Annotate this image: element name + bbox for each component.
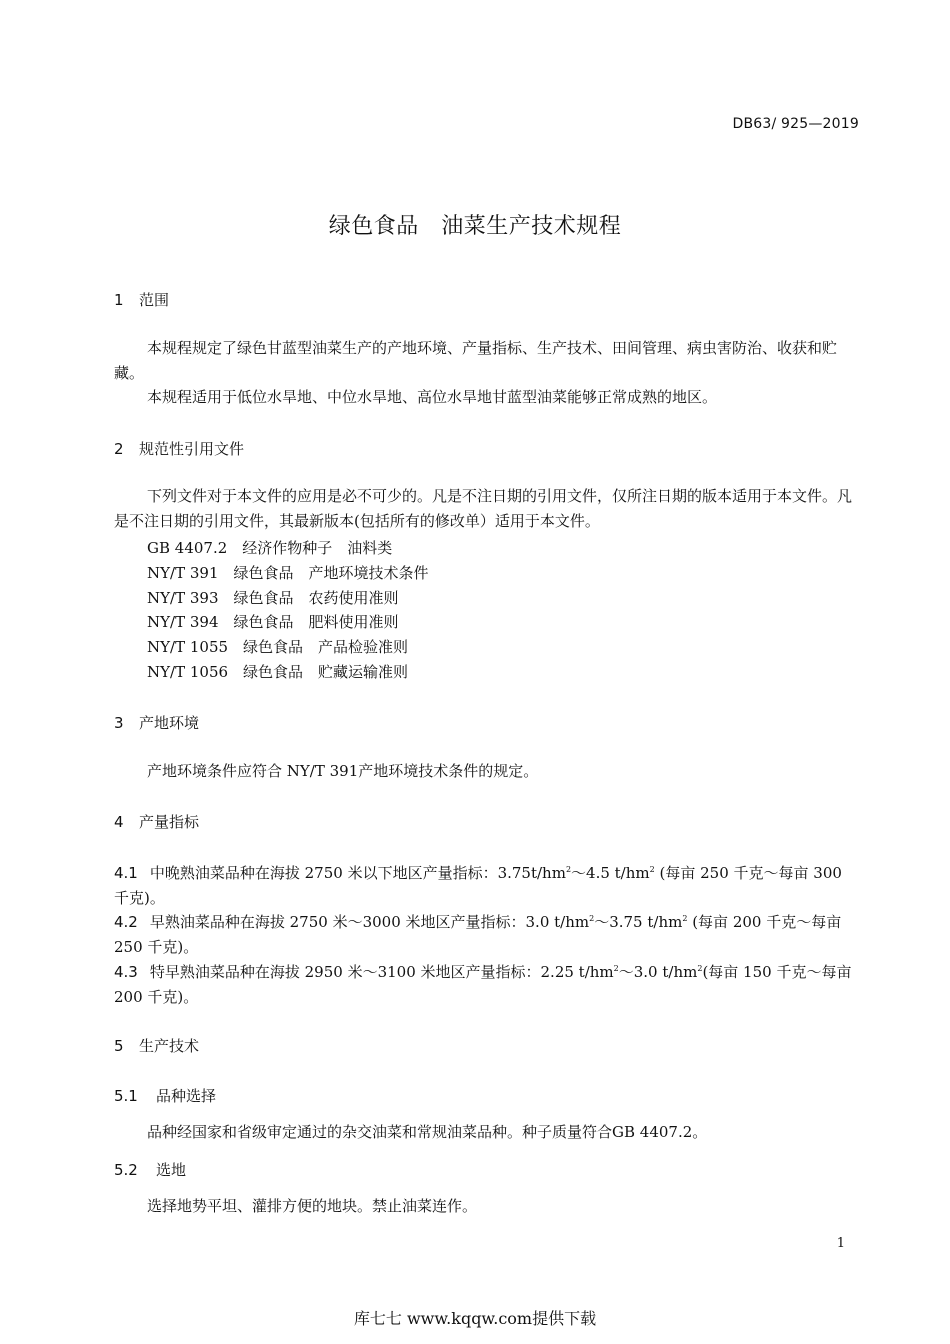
clause-text: 中晚熟油菜品种在海拔 2750 米以下地区产量指标：3.75t/hm xyxy=(149,864,566,882)
reference-item: NY/T 393 绿色食品 农药使用准则 xyxy=(147,589,399,607)
clause-text: ～3.75 t/hm xyxy=(594,913,683,931)
section-number: 4 xyxy=(114,813,124,831)
clause-number: 4.3 xyxy=(114,963,138,981)
subsection-number: 5.1 xyxy=(114,1087,138,1105)
clause-4-2 xyxy=(114,907,860,959)
superscript: 2 xyxy=(565,865,572,874)
footer-watermark: 库七七 www.kqqw.com提供下载 xyxy=(353,1309,597,1328)
subsection-number: 5.2 xyxy=(114,1161,138,1179)
superscript: 2 xyxy=(613,964,619,973)
section-number: 5 xyxy=(114,1037,124,1055)
paragraph-variety-selection: 品种经国家和省级审定通过的杂交油菜和常规油菜品种。种子质量符合GB 4407.2。 xyxy=(147,1123,708,1141)
reference-item: GB 4407.2 经济作物种子 油料类 xyxy=(147,539,393,557)
subsection-heading-5-2 xyxy=(114,1159,186,1180)
paragraph-environment: 产地环境条件应符合 NY/T 391产地环境技术条件的规定。 xyxy=(147,762,539,780)
superscript: 2 xyxy=(649,865,655,874)
document-title: 绿色食品 油菜生产技术规程 xyxy=(328,214,622,239)
section-title: 产地环境 xyxy=(139,714,200,732)
section-title: 范围 xyxy=(139,291,170,309)
clause-text: 早熟油菜品种在海拔 2750 米～3000 米地区产量指标：3.0 t/hm xyxy=(149,913,590,931)
section-heading-5 xyxy=(114,1035,199,1056)
reference-item: NY/T 394 绿色食品 肥料使用准则 xyxy=(147,613,399,631)
reference-item: NY/T 1055 绿色食品 产品检验准则 xyxy=(147,638,409,656)
subsection-heading-5-1 xyxy=(114,1085,216,1106)
section-heading-3 xyxy=(114,712,199,733)
clause-4-3 xyxy=(114,957,860,1009)
clause-text: ～3.0 t/hm xyxy=(618,963,698,981)
paragraph-scope-1: 本规程规定了绿色甘蓝型油菜生产的产地环境、产量指标、生产技术、田间管理、病虫害防治、收获和贮藏。 xyxy=(114,339,838,382)
standard-number: DB63/ 925—2019 xyxy=(732,116,859,132)
page-number: 1 xyxy=(836,1236,845,1251)
reference-item: NY/T 391 绿色食品 产地环境技术条件 xyxy=(147,564,429,582)
section-number: 2 xyxy=(114,440,124,458)
section-title: 生产技术 xyxy=(139,1037,200,1055)
section-heading-4 xyxy=(114,811,199,832)
clause-text: (每亩 200 千克～每亩 250 千克)。 xyxy=(114,913,842,956)
superscript: 2 xyxy=(682,914,688,923)
section-number: 1 xyxy=(114,291,124,309)
clause-4-1 xyxy=(114,858,860,910)
subsection-title: 品种选择 xyxy=(156,1087,217,1105)
clause-text: (每亩 150 千克～每亩 200 千克)。 xyxy=(114,963,852,1006)
clause-number: 4.1 xyxy=(114,864,138,882)
paragraph-references-intro: 下列文件对于本文件的应用是必不可少的。凡是不注日期的引用文件，仅所注日期的版本适用于本文件。凡是不注日期的引用文件，其最新版本(包括所有的修改单）适用于本文件。 xyxy=(114,487,853,530)
section-title: 规范性引用文件 xyxy=(139,440,245,458)
section-title: 产量指标 xyxy=(139,813,200,831)
section-number: 3 xyxy=(114,714,124,732)
paragraph-site-selection: 选择地势平坦、灌排方便的地块。禁止油菜连作。 xyxy=(147,1197,478,1215)
clause-text: (每亩 250 千克～每亩 300 千克)。 xyxy=(114,864,842,907)
clause-text: ～4.5 t/hm xyxy=(571,864,650,882)
clause-text: 特早熟油菜品种在海拔 2950 米～3100 米地区产量指标：2.25 t/hm xyxy=(149,963,614,981)
superscript: 2 xyxy=(589,914,595,923)
superscript: 2 xyxy=(697,964,703,973)
section-heading-1 xyxy=(114,289,169,310)
section-heading-2 xyxy=(114,438,244,459)
reference-item: NY/T 1056 绿色食品 贮藏运输准则 xyxy=(147,663,409,681)
subsection-title: 选地 xyxy=(156,1161,187,1179)
clause-number: 4.2 xyxy=(114,913,138,931)
paragraph-scope-2: 本规程适用于低位水旱地、中位水旱地、高位水旱地甘蓝型油菜能够正常成熟的地区。 xyxy=(147,388,718,406)
